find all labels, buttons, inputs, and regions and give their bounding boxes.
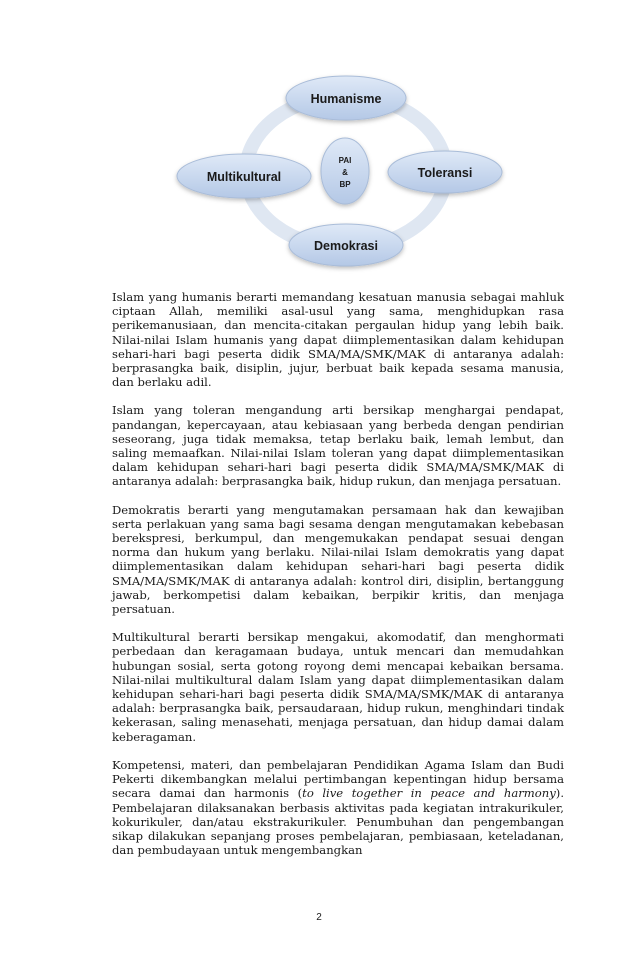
node-toleransi	[388, 151, 502, 193]
node-center-line-3: BP	[339, 180, 351, 189]
kompetensi-paragraph	[112, 758, 564, 857]
node-multikultural	[177, 154, 311, 198]
multikultural-paragraph	[112, 630, 564, 744]
node-multikultural-label: Multikultural	[206, 170, 282, 184]
node-demokrasi	[289, 224, 403, 266]
node-humanisme-label: Humanisme	[310, 92, 382, 106]
toleransi-paragraph	[112, 403, 564, 488]
node-pai-bp	[321, 138, 369, 204]
paragraph-text: Islam yang humanis berarti memandang kesatuan manusia sebagai mahluk ciptaan Allah, memiliki asal-usul yang sama, menghidupkan rasa perikemanusiaan, dan mencita-citakan pergaulan hidup yang lebih baik. Nilai-nilai Islam humanis yang dapat diimplementasikan dalam kehidupan sehari-hari bagi peserta didik SMA/MA/SMK/MAK di antaranya adalah: berprasangka baik, disiplin, jujur, berbuat baik kepada sesama manusia, dan berlaku adil.	[112, 290, 564, 390]
paragraph-text: Islam yang toleran mengandung arti bersikap menghargai pendapat, pandangan, kepercayaan, atau kebiasaan yang berbeda dengan pendirian seseorang, juga tidak memaksa, tetap berlaku baik, lemah lembut, dan saling memaafkan. Nilai-nilai Islam toleran yang dapat diimplementasikan dalam kehidupan sehari-hari bagi peserta didik SMA/MA/SMK/MAK di antaranya adalah: berprasangka baik, hidup rukun, dan menjaga persatuan.	[112, 403, 564, 489]
node-center-line-2: &	[342, 168, 348, 177]
node-center-line-1: PAI	[338, 156, 352, 165]
paragraph-text: ). Pembelajaran dilaksanakan berbasis aktivitas pada kegiatan intrakurikuler, kokurikuler, dan/atau ekstrakurikuler. Penumbuhan dan pengembangan sikap dilakukan sepanjang proses pembelajaran, pembiasaan, keteladanan, dan pembudayaan untuk mengembangkan	[112, 786, 565, 858]
node-humanisme	[286, 76, 406, 120]
node-demokrasi-label: Demokrasi	[314, 239, 378, 253]
values-cycle-diagram	[0, 0, 638, 300]
demokrasi-paragraph	[112, 503, 564, 617]
humanisme-paragraph	[112, 290, 564, 389]
node-toleransi-label: Toleransi	[417, 166, 473, 180]
page-number: 2	[316, 912, 322, 923]
body-text	[112, 290, 564, 871]
paragraph-text: Kompetensi, materi, dan pembelajaran Pendidikan Agama Islam dan Budi Pekerti dikembangkan melalui pertimbangan kepentingan hidup bersama secara damai dan harmonis (	[112, 757, 564, 801]
paragraph-text: Demokratis berarti yang mengutamakan persamaan hak dan kewajiban serta perlakuan yang sama bagi sesama dengan mengutamakan kebebasan berekspresi, berkumpul, dan mengemukakan pendapat sesuai dengan norma dan hukum yang berlaku. Nilai-nilai Islam demokratis yang dapat diimplementasikan dalam kehidupan sehari-hari bagi peserta didik SMA/MA/SMK/MAK di antaranya adalah: kontrol diri, disiplin, bertanggung jawab, berkompetisi dalam kebaikan, berpikir kritis, dan menjaga persatuan.	[112, 502, 564, 617]
italic-phrase: to live together in peace and harmony	[302, 786, 556, 801]
paragraph-text: Multikultural berarti bersikap mengakui, akomodatif, dan menghormati perbedaan dan keragamaan budaya, untuk mencari dan memudahkan hubungan sosial, serta gotong royong demi mencapai kebaikan bersama. Nilai-nilai multikultural dalam Islam yang dapat diimplementasikan dalam kehidupan sehari-hari bagi peserta didik SMA/MA/SMK/MAK di antaranya adalah: berprasangka baik, persaudaraan, hidup rukun, menghindari tindak kekerasan, saling menasehati, menjaga persatuan, dan hidup damai dalam keberagaman.	[112, 630, 564, 744]
